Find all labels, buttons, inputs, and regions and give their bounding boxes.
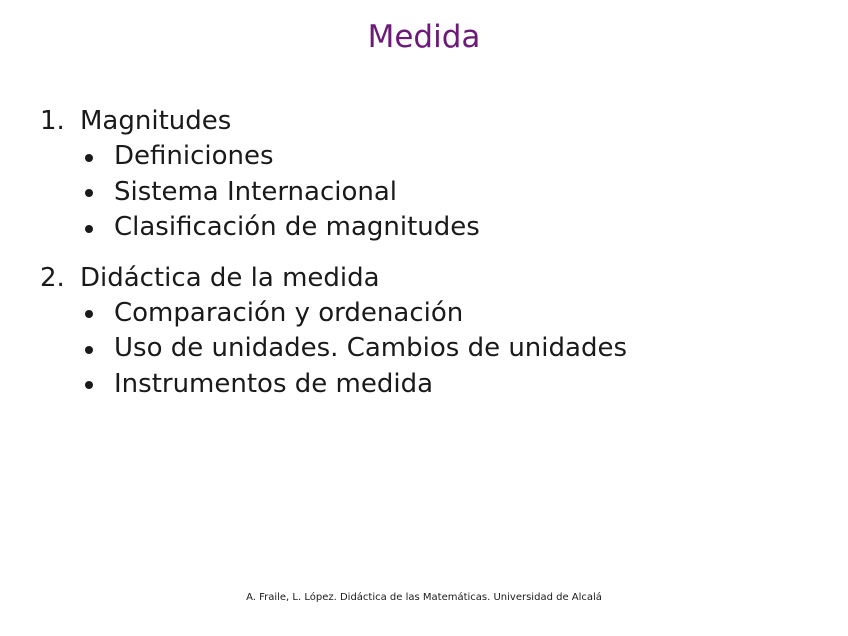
section-heading <box>40 260 800 296</box>
section-items <box>40 296 800 403</box>
list-item <box>85 210 800 246</box>
section-label: Magnitudes <box>80 106 232 136</box>
section-heading <box>40 103 800 139</box>
outline-list <box>40 103 800 416</box>
list-item <box>85 139 800 175</box>
bullet-icon <box>85 346 93 354</box>
outline-section <box>40 103 800 246</box>
bullet-icon <box>85 310 93 318</box>
section-label: Didáctica de la medida <box>80 262 380 293</box>
list-item-label: Instrumentos de medida <box>114 368 434 399</box>
section-items <box>40 139 800 246</box>
list-item <box>85 331 800 367</box>
list-item <box>85 296 800 332</box>
list-item-label: Uso de unidades. Cambios de unidades <box>114 333 627 364</box>
list-item-label: Clasificación de magnitudes <box>114 212 480 243</box>
section-number: 2. <box>40 262 65 293</box>
list-item-label: Sistema Internacional <box>114 176 398 207</box>
bullet-icon <box>85 189 93 197</box>
slide-title: Medida <box>367 19 481 55</box>
bullet-icon <box>85 154 93 162</box>
list-item <box>85 175 800 211</box>
bullet-icon <box>85 225 93 233</box>
section-number: 1. <box>40 106 65 136</box>
slide-footer: A. Fraile, L. López. Didáctica de las Matemáticas. Universidad de Alcalá <box>246 592 602 603</box>
list-item <box>85 367 800 403</box>
list-item-label: Comparación y ordenación <box>114 297 464 328</box>
bullet-icon <box>85 381 93 389</box>
outline-section <box>40 260 800 403</box>
list-item-label: Definiciones <box>114 141 274 172</box>
